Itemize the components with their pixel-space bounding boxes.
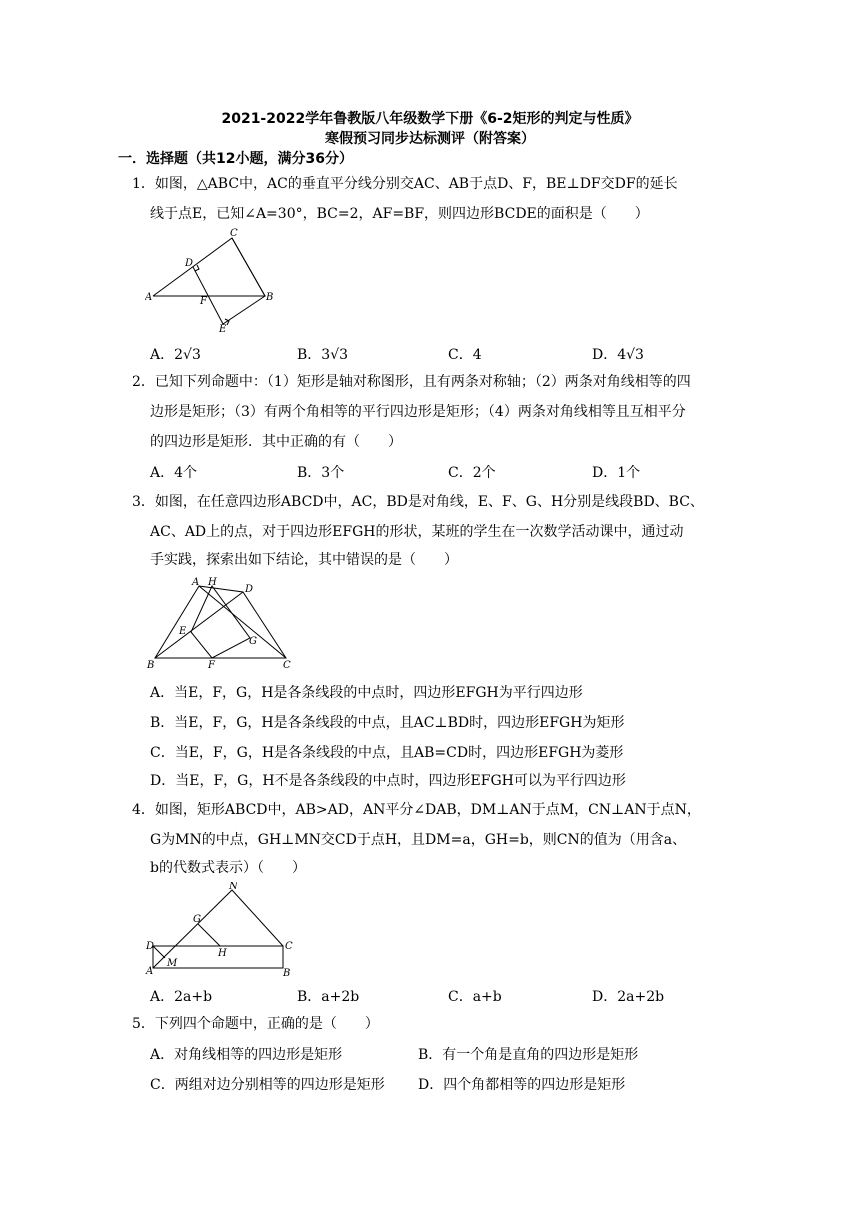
q1-option-d[interactable]: D．4√3 <box>592 347 644 363</box>
q3-text-line1: 3．如图，在任意四边形ABCD中，AC，BD是对角线，E、F、G、H分别是线段BD、BC、 <box>132 494 704 510</box>
document-title: 2021-2022学年鲁教版八年级数学下册《6-2矩形的判定与性质》 <box>221 111 639 127</box>
q4-option-a[interactable]: A．2a+b <box>150 989 213 1005</box>
q1-label-a: A <box>145 292 153 303</box>
q4-option-d[interactable]: D．2a+2b <box>592 989 665 1005</box>
q3-diagonal-ac <box>199 586 286 658</box>
q3-label-f: F <box>208 660 215 670</box>
q4-label-h: H <box>218 948 227 959</box>
q4-label-g: G <box>193 914 201 925</box>
q4-label-n: N <box>229 882 238 892</box>
q3-option-c[interactable]: C．当E，F，G，H是各条线段的中点，且AB=CD时，四边形EFGH为菱形 <box>150 745 624 761</box>
q1-right-angle-d <box>195 265 199 271</box>
q4-line-gh <box>198 924 220 946</box>
q1-label-c: C <box>230 228 238 239</box>
q1-text-line2: 线于点E，已知∠A=30°，BC=2，AF=BF，则四边形BCDE的面积是（ ） <box>150 206 649 222</box>
q4-label-b: B <box>283 968 291 978</box>
q1-label-d: D <box>185 258 194 269</box>
q3-label-g: G <box>249 636 257 647</box>
q2-option-b[interactable]: B．3个 <box>297 465 345 481</box>
q1-figure <box>145 228 285 336</box>
q4-text-line3: b的代数式表示）（ ） <box>150 860 306 876</box>
q4-option-c[interactable]: C．a+b <box>448 989 502 1005</box>
q3-label-c: C <box>283 660 291 670</box>
q2-text-line1: 2．已知下列命题中：（1）矩形是轴对称图形，且有两条对称轴；（2）两条对角线相等的四 <box>132 374 691 390</box>
q5-option-d[interactable]: D．四个角都相等的四边形是矩形 <box>418 1077 626 1093</box>
section-heading: 一．选择题（共12小题，满分36分） <box>118 151 353 167</box>
q4-label-d: D <box>146 941 155 952</box>
q2-option-a[interactable]: A．4个 <box>150 465 198 481</box>
q2-text-line2: 边形是矩形；（3）有两个角相等的平行四边形是矩形；（4）两条对角线相等且互相平分 <box>150 404 686 420</box>
q3-label-h: H <box>208 577 217 588</box>
q2-text-line3: 的四边形是矩形．其中正确的有（ ） <box>150 434 402 450</box>
q3-option-b[interactable]: B．当E，F，G，H是各条线段的中点，且AC⊥BD时，四边形EFGH为矩形 <box>150 715 625 731</box>
q3-text-line2: AC、AD上的点，对于四边形EFGH的形状，某班的学生在一次数学活动课中，通过动 <box>150 524 684 540</box>
q3-label-a: A <box>192 577 200 588</box>
q5-option-b[interactable]: B．有一个角是直角的四边形是矩形 <box>418 1047 639 1063</box>
q4-figure <box>143 882 293 978</box>
q5-option-a[interactable]: A．对角线相等的四边形是矩形 <box>150 1047 343 1063</box>
q4-label-c: C <box>285 941 293 952</box>
q1-label-e: E <box>219 324 227 335</box>
document-subtitle: 寒假预习同步达标测评（附答案） <box>325 131 535 147</box>
q3-label-e: E <box>179 626 187 637</box>
q3-figure <box>143 574 295 670</box>
q3-label-d: D <box>245 584 254 595</box>
q2-option-c[interactable]: C．2个 <box>448 465 496 481</box>
q4-line-dm <box>153 946 165 958</box>
q1-text-line1: 1．如图，△ABC中，AC的垂直平分线分别交AC、AB于点D、F，BE⊥DF交DF的延长 <box>132 176 678 192</box>
q3-label-b: B <box>147 660 155 670</box>
q1-quadrilateral <box>193 238 265 324</box>
q1-option-b[interactable]: B．3√3 <box>297 347 349 363</box>
q2-option-d[interactable]: D．1个 <box>592 465 641 481</box>
q5-option-c[interactable]: C．两组对边分别相等的四边形是矩形 <box>150 1077 385 1093</box>
q4-option-b[interactable]: B．a+2b <box>297 989 360 1005</box>
q1-option-a[interactable]: A．2√3 <box>150 347 201 363</box>
q4-label-a: A <box>146 966 154 977</box>
q1-label-b: B <box>266 292 274 303</box>
q3-text-line3: 手实践，探索出如下结论，其中错误的是（ ） <box>150 552 458 568</box>
q4-label-m: M <box>167 958 178 969</box>
q5-text-line1: 5．下列四个命题中，正确的是（ ） <box>132 1016 379 1032</box>
q3-option-a[interactable]: A．当E，F，G，H是各条线段的中点时，四边形EFGH为平行四边形 <box>150 685 583 701</box>
q3-option-d[interactable]: D．当E，F，G，H不是各条线段的中点时，四边形EFGH可以为平行四边形 <box>150 773 626 789</box>
q4-text-line1: 4．如图，矩形ABCD中，AB>AD，AN平分∠DAB，DM⊥AN于点M，CN⊥AN于点N， <box>132 802 701 818</box>
q4-text-line2: G为MN的中点，GH⊥MN交CD于点H，且DM=a，GH=b，则CN的值为（用含a、 <box>150 832 687 848</box>
q1-label-f: F <box>200 296 207 307</box>
q1-option-c[interactable]: C．4 <box>448 347 482 363</box>
q3-efgh <box>191 586 250 658</box>
